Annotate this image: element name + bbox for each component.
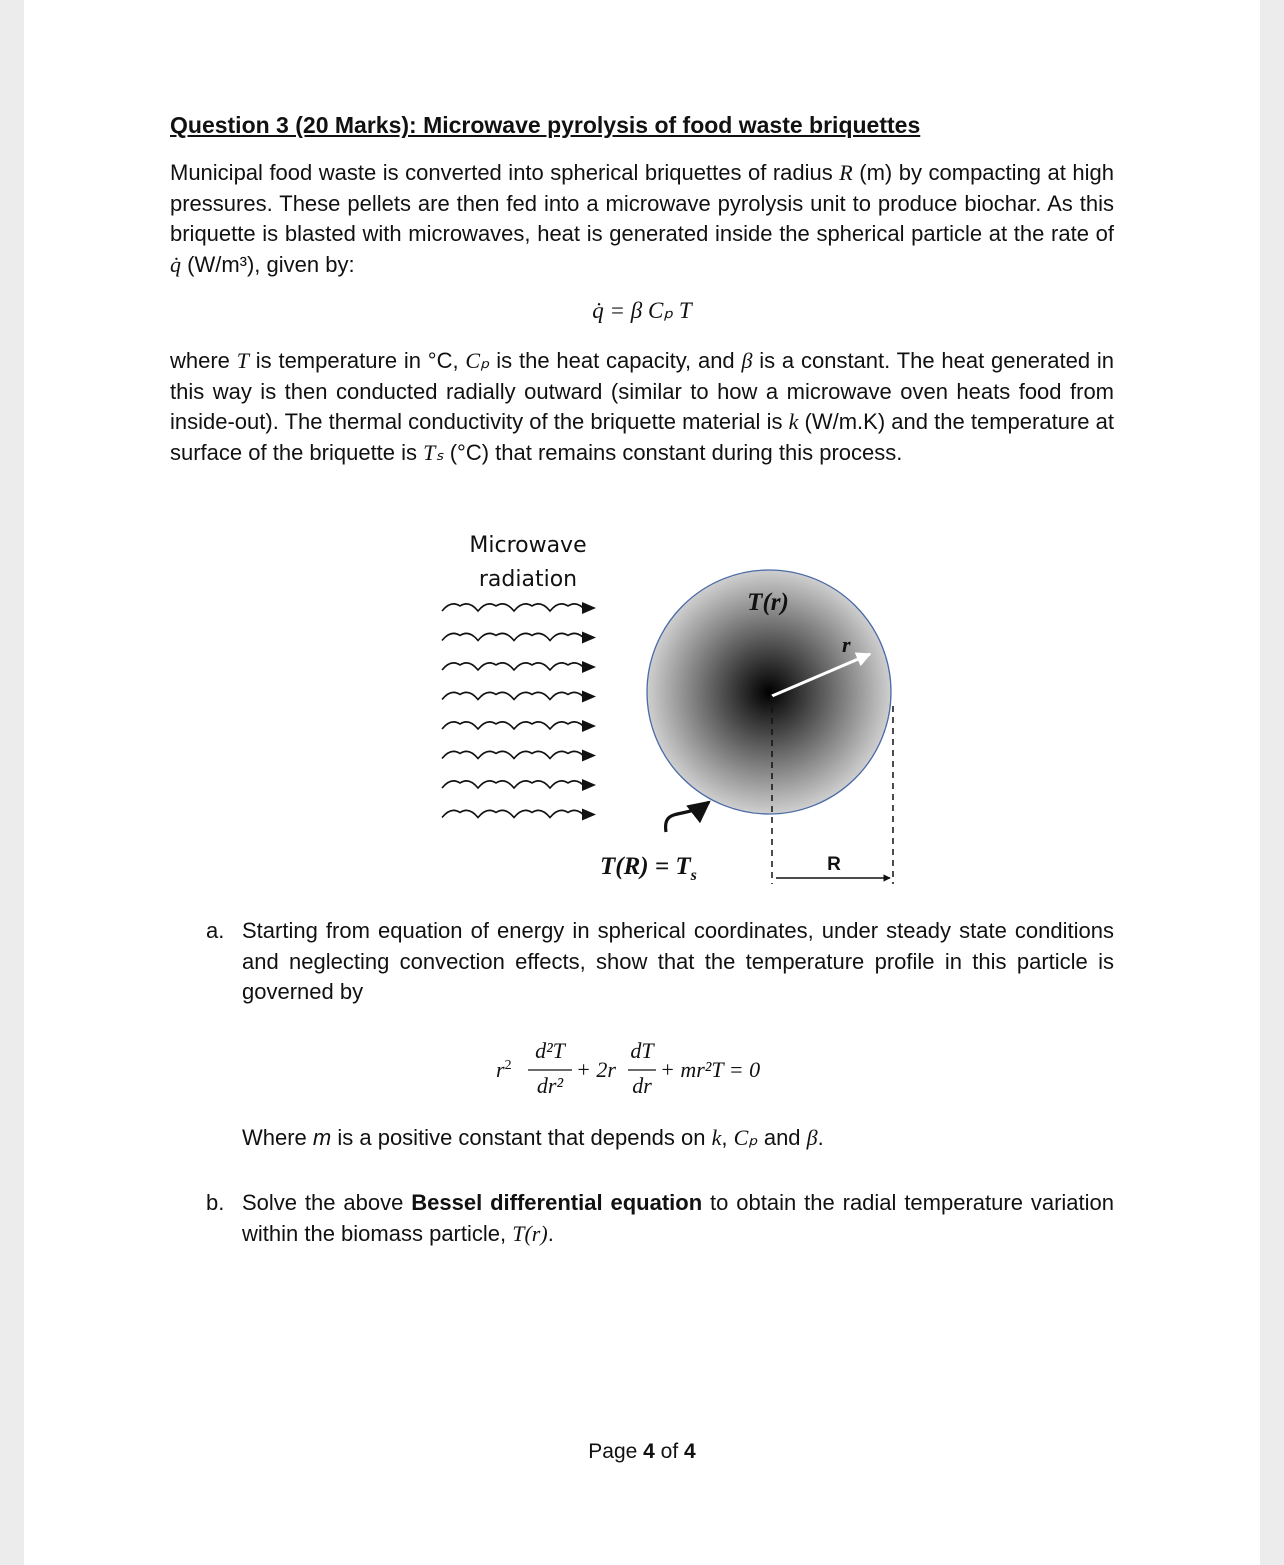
bessel-emphasis: Bessel differential equation — [411, 1190, 703, 1215]
eq-denominator-2: dr — [632, 1073, 652, 1098]
description-paragraph: where T is temperature in °C, Cₚ is the heat capacity, and β is a constant. The heat generated in this way is then conducted radially outward (similar to how a microwave oven heats food from inside-out). The thermal conductivity of the briquette material is k (W/m.K) and the temperature at surface of the briquette is Tₛ (°C) that remains constant during this process. — [170, 348, 1114, 465]
wave-arrowhead — [582, 750, 596, 762]
microwave-waves — [442, 602, 596, 821]
heat-generation-equation: q̇ = β Cₚ T — [592, 298, 692, 323]
question-title: Question 3 (20 Marks): Microwave pyrolysis of food waste briquettes — [170, 112, 921, 138]
temperature-profile-label: T(r) — [747, 589, 789, 616]
document-page — [24, 0, 1260, 1565]
part-b-label: b. — [206, 1190, 225, 1215]
radiation-label-line2: radiation — [478, 567, 578, 592]
microwave-wave — [442, 633, 586, 640]
part-a-text: Starting from equation of energy in spherical coordinates, under steady state conditions and neglecting convection effects, show that the temperature profile in this particle is governed by — [242, 918, 1114, 1004]
wave-arrowhead — [582, 602, 596, 614]
wave-arrowhead — [582, 661, 596, 673]
eq-r: $r^2$ — [496, 1057, 512, 1082]
eq-denominator-1: dr² — [536, 1073, 564, 1098]
wave-arrowhead — [582, 720, 596, 732]
eq-numerator-1: d²T — [535, 1038, 565, 1063]
eq-rest: + mr²T = 0 — [660, 1057, 761, 1082]
microwave-wave — [442, 692, 586, 699]
radiation-label-line1: Microwave — [469, 533, 587, 558]
boundary-pointer-arrow — [666, 802, 709, 832]
boundary-condition-label: $T(R) = T_s$ — [600, 853, 697, 884]
microwave-wave — [442, 810, 586, 817]
radius-label: r — [842, 632, 851, 657]
microwave-wave — [442, 663, 586, 670]
part-a — [206, 916, 1114, 1008]
microwave-wave — [442, 722, 586, 729]
part-a-label: a. — [206, 918, 225, 943]
wave-arrowhead — [582, 632, 596, 644]
microwave-wave — [442, 781, 586, 788]
wave-arrowhead — [582, 809, 596, 821]
microwave-wave — [442, 604, 586, 611]
page-footer: Page 4 of 4 — [588, 1440, 696, 1463]
briquette-diagram — [404, 520, 904, 900]
eq-middle-term: + 2r — [576, 1057, 616, 1082]
where-text: Where m is a positive constant that depends on k, Cₚ and β. — [242, 1125, 824, 1150]
dimension-label: R — [827, 854, 841, 875]
part-b: b. Solve the above Bessel differential equation to obtain the radial temperature variation within the biomass particle, T(r). — [206, 1190, 1114, 1246]
microwave-wave — [442, 751, 586, 758]
eq-numerator-2: dT — [630, 1038, 654, 1063]
governing-equation — [474, 1034, 804, 1104]
intro-paragraph: Municipal food waste is converted into spherical briquettes of radius R (m) by compacting at high pressures. These pellets are then fed into a microwave pyrolysis unit to produce biochar. As this briquette is blasted with microwaves, heat is generated inside the spherical particle at the rate of q̇ (W/m³), given by: — [170, 160, 1114, 277]
wave-arrowhead — [582, 691, 596, 703]
wave-arrowhead — [582, 779, 596, 791]
